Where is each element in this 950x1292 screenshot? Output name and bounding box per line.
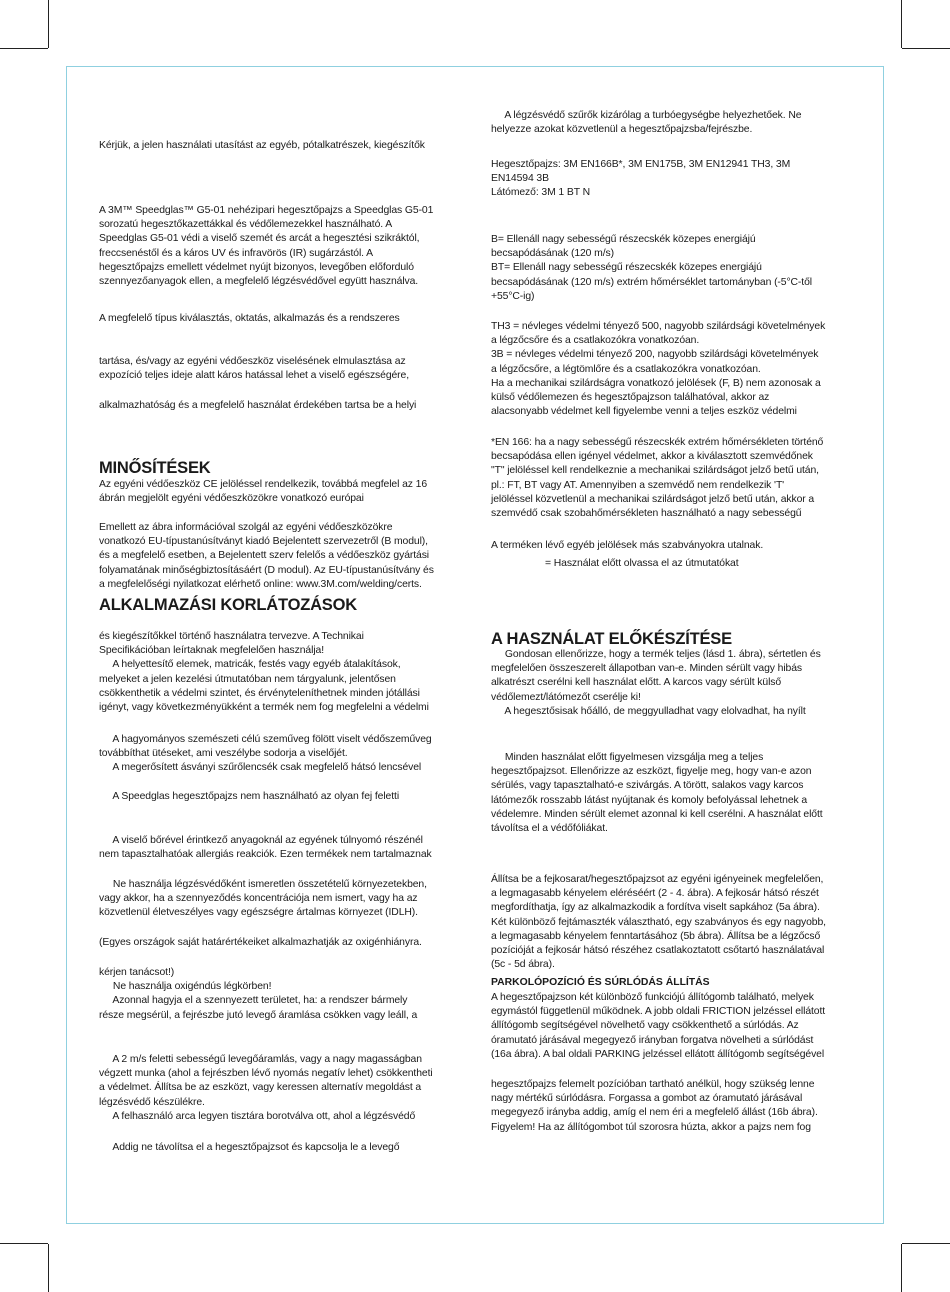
left-paragraph-2: A 3M™ Speedglas™ G5-01 nehézipari hegesztőpajzs a Speedglas G5-01 sorozatú hegesztőkazettákkal és védőlemezekkel használható. A Speedglas G5-01 védi a viselő szemét és arcát a hegesztési szikráktól, freccsenéstől és a káros UV és infravörös (IR) sugárzástól. A hegesztőpajzs emellett védelmet nyújt bizonyos, levegőben előforduló szennyezőanyagok ellen, a megfelelő légzésvédővel együtt használva. xyxy=(99,205,434,288)
crop-mark-br-v xyxy=(901,1244,902,1292)
right-paragraph-9: Minden használat előtt figyelmesen vizsgálja meg a teljes hegesztőpajzsot. Ellenőrizze az eszközt, figyelje meg, hogy van-e azon sérülés, vagy tapasztalható-e szivárgás. A törött, salakos vagy karcos látómezők rosszabb látást nyújtanak és komoly befolyással lehetnek a védelemre. Minden sérült elemet azonnal ki kell cserélni. A használat előtt távolítsa el a védőfóliákat. xyxy=(491,752,823,835)
heading-limitations: ALKALMAZÁSI KORLÁTOZÁSOK xyxy=(99,596,357,614)
left-paragraph-11: A viselő bőrével érintkező anyagoknál az egyének túlnyomó részénél nem tapasztalhatóak allergiás reakciók. Ezen termékek nem tartalmaznak xyxy=(99,835,432,861)
right-paragraph-4: TH3 = névleges védelmi tényező 500, nagyobb szilárdsági követelmények a légzőcsőre és a csatlakozókra vonatkozóan. 3B = névleges védelmi tényező 200, nagyobb szilárdsági követelmények a légzőcsőre, a légtömlőre és a csatlakozókra vonatkozóan. Ha a mechanikai szilárdságra vonatkozó jelölések (F, B) nem azonosak a külső védőlemezen és hegesztőpajzson találhatóval, akkor az alacsonyabb védelmet kell figyelembe venni a teljes eszköz védelmi xyxy=(491,321,826,418)
left-paragraph-12: Ne használja légzésvédőként ismeretlen összetételű környezetekben, vagy akkor, ha a szennyeződés koncentrációja nem ismert, vagy ha az közvetlenül életveszélyes vagy egészségre ártalmas környezet (IDLH). xyxy=(99,879,427,919)
left-paragraph-16: Addig ne távolítsa el a hegesztőpajzsot és kapcsolja le a levegő xyxy=(99,1142,400,1153)
left-paragraph-10: A Speedglas hegesztőpajzs nem használható az olyan fej feletti xyxy=(99,791,400,802)
left-paragraph-6: Az egyéni védőeszköz CE jelöléssel rendelkezik, továbbá megfelel az 16 ábrán megjelölt egyéni védőeszközökre vonatkozó európai xyxy=(99,479,427,505)
crop-mark-bl-v xyxy=(48,1244,49,1292)
left-paragraph-7: Emellett az ábra információval szolgál az egyéni védőeszközökre vonatkozó EU-típustanúsítványt kiadó Bejelentett szervezetről (B modul), és a megfelelő esetben, a Bejelentett szerv felelős a védőeszköz gyártási folyamatának minőségbiztosításáért (D modul). Az EU-típustanúsítvány és a megfelelőségi nyilatkozat elérhető online: www.3M.com/welding/certs. xyxy=(99,522,434,590)
right-paragraph-12: hegesztőpajzs felemelt pozícióban tartható anélkül, hogy szükség lenne nagy mértékű súrlódásra. Forgassa a gombot az óramutató járásával megegyező irányba addig, amíg el nem éri a megfelelő állást (16b ábra). Figyelem! Ha az állítógombot túl szorosra húzta, akkor a pajzs nem fog xyxy=(491,1079,818,1133)
left-paragraph-14: kérjen tanácsot!) Ne használja oxigéndús légkörben! Azonnal hagyja el a szennyezett területet, ha: a rendszer bármely része megsérül, a fejrészbe jutó levegő áramlása csökken vagy leáll, a xyxy=(99,967,418,1021)
crop-mark-tr-h xyxy=(902,48,950,49)
crop-mark-br-h xyxy=(902,1243,950,1244)
right-paragraph-7: = Használat előtt olvassa el az útmutatókat xyxy=(545,558,739,569)
left-paragraph-8: és kiegészítőkkel történő használatra tervezve. A Technikai Specifikációban leírtaknak megfelelően használja! A helyettesítő elemek, matricák, festés vagy egyéb átalakítások, melyeket a jelen kezelési útmutatóban nem tárgyalunk, jelentősen csökkenthetik a védelmi szintet, és érvényteleníthetnek minden jótállási igényt, vagy következményükként a termék nem fog megfelelni a védelmi xyxy=(99,631,429,714)
right-paragraph-10: Állítsa be a fejkosarat/hegesztőpajzsot az egyéni igényeinek megfelelően, a legmagasabb kényelem eléréséért (2 - 4. ábra). A fejkosár hátsó részét megfordíthatja, így az alkalmazkodik a fordítva viselt sapkához (5a ábra). Két különböző fejtámaszték választható, egy szabványos és egy nagyobb, a legmagasabb kényelem fenntartásához (5b ábra). Állítsa be a légzőcső pozícióját a fejkosár hátsó részéhez csatlakoztatott csőtartó használatával (5c - 5d ábra). xyxy=(491,874,826,971)
left-paragraph-5: alkalmazhatóság és a megfelelő használat érdekében tartsa be a helyi xyxy=(99,400,417,411)
left-paragraph-4: tartása, és/vagy az egyéni védőeszköz viselésének elmulasztása az expozíció teljes ideje alatt káros hatással lehet a viselő egészségére, xyxy=(99,356,409,382)
right-paragraph-5: *EN 166: ha a nagy sebességű részecskék extrém hőmérsékleten történő becsapódása ellen igényel védelmet, akkor a kiválasztott szemvédőnek "T" jelöléssel kell rendelkeznie a mechanikai szilárdságot jelző betű után, pl.: FT, BT vagy AT. Amennyiben a szemvédő nem rendelkezik 'T' jelöléssel közvetlenül a mechanikai szilárdságot jelző betű után, akkor a szemvédő csak szobahőmérsékleten használható a nagy sebességű xyxy=(491,437,824,520)
crop-mark-tl-h xyxy=(0,48,48,49)
right-paragraph-3: B= Ellenáll nagy sebességű részecskék közepes energiájú becsapódásának (120 m/s) BT= Ellenáll nagy sebességű részecskék közepes energiájú becsapódásának (120 m/s) extrém hőmérséklet tartományban (-5°C-től +55°C-ig) xyxy=(491,234,812,302)
right-paragraph-8: Gondosan ellenőrizze, hogy a termék teljes (lásd 1. ábra), sértetlen és megfelelően összeszerelt állapotban van-e. Minden sérült vagy hibás alkatrészt cserélni kell használat előtt. A karcos vagy sérült külső védőlemezt/látómezőt cserélje ki! A hegesztősisak hőálló, de meggyulladhat vagy elolvadhat, ha nyílt xyxy=(491,649,821,717)
heading-preparation: A HASZNÁLAT ELŐKÉSZÍTÉSE xyxy=(491,630,732,648)
right-paragraph-2: Hegesztőpajzs: 3M EN166B*, 3M EN175B, 3M EN12941 TH3, 3M EN14594 3B Látómező: 3M 1 BT N xyxy=(491,159,791,199)
crop-mark-tl-v xyxy=(48,0,49,48)
heading-certifications: MINŐSÍTÉSEK xyxy=(99,459,211,477)
left-paragraph-3: A megfelelő típus kiválasztás, oktatás, alkalmazás és a rendszeres xyxy=(99,313,400,324)
left-paragraph-1: Kérjük, a jelen használati utasítást az egyéb, pótalkatrészek, kiegészítők xyxy=(99,140,425,151)
crop-mark-bl-h xyxy=(0,1243,48,1244)
left-paragraph-9: A hagyományos szemészeti célú szeműveg fölött viselt védőszeműveg továbbíthat ütéseket, ami veszélybe sodorja a viselőjét. A megerősített ásványi szűrőlencsék csak megfelelő hátsó lencsével xyxy=(99,734,432,774)
right-paragraph-11: A hegesztőpajzson két különböző funkciójú állítógomb található, melyek egymástól függetlenül működnek. A jobb oldali FRICTION jelzéssel ellátott állítógomb segítségével növelhető vagy csökkenthető a súrlódás. Az óramutató járásával megegyező irányban forgatva növelheti a súrlódást (16a ábra). A bal oldali PARKING jelzéssel ellátott állítógomb segítségével xyxy=(491,992,826,1060)
heading-parking-friction: PARKOLÓPOZÍCIÓ ÉS SÚRLÓDÁS ÁLLÍTÁS xyxy=(491,977,710,988)
right-paragraph-1: A légzésvédő szűrők kizárólag a turbóegységbe helyezhetőek. Ne helyezze azokat közvetlenül a hegesztőpajzsba/fejrészbe. xyxy=(491,110,802,136)
right-paragraph-6: A terméken lévő egyéb jelölések más szabványokra utalnak. xyxy=(491,540,764,551)
crop-mark-tr-v xyxy=(901,0,902,48)
left-paragraph-15: A 2 m/s feletti sebességű levegőáramlás, vagy a nagy magasságban végzett munka (ahol a fejrészben lévő nyomás negatív lehet) csökkentheti a védelmet. Állítsa be az eszközt, vagy keressen alternatív megoldást a légzésvédő készülékre. A felhasználó arca legyen tisztára borotválva ott, ahol a légzésvédő xyxy=(99,1054,433,1122)
left-paragraph-13: (Egyes országok saját határértékeiket alkalmazhatják az oxigénhiányra. xyxy=(99,937,422,948)
